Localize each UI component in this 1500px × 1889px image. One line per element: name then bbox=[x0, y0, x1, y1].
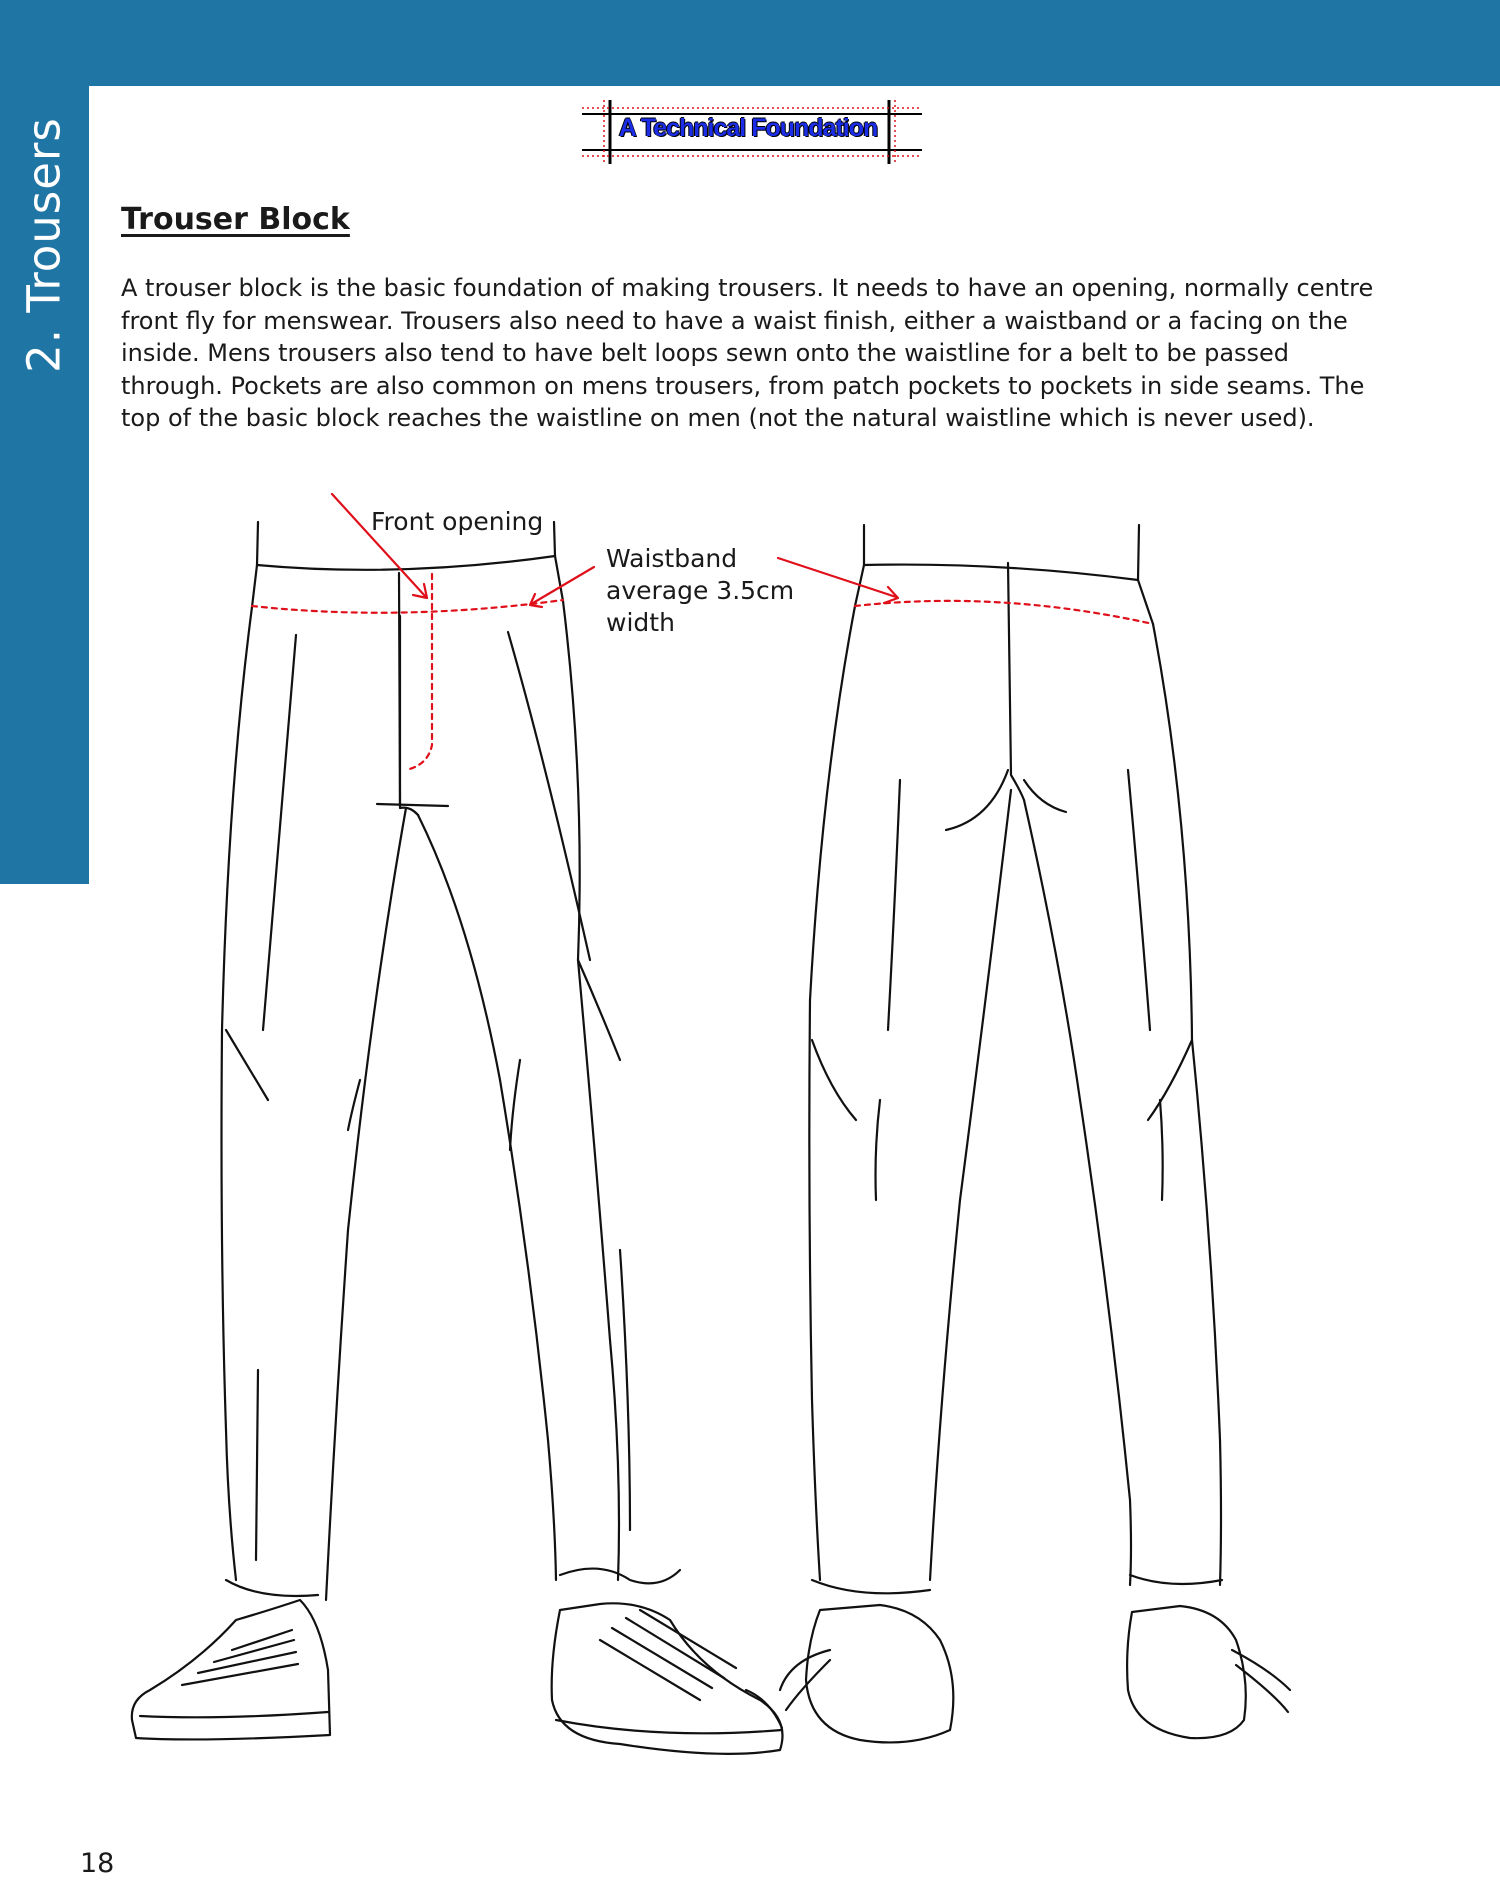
chapter-label: 2. Trousers bbox=[17, 117, 71, 373]
section-title: Trouser Block bbox=[121, 202, 350, 237]
front-view-trousers bbox=[132, 522, 783, 1754]
callout-front-opening: Front opening bbox=[371, 507, 544, 536]
callout-waistband: Waistband average 3.5cm width bbox=[606, 544, 795, 637]
back-view-trousers bbox=[780, 525, 1290, 1742]
intro-paragraph: A trouser block is the basic foundation of making trousers. It needs to have an opening, normally centre front fly for menswear. Trousers also need to have a waist finish, either a waistband or a facing on the inside. Mens trousers also tend to have belt loops sewn onto the waistline for a belt to be passed through. Pockets are also common on mens trousers, from patch pockets to pockets in side seams. The top of the basic block reaches the waistline on men (not the natural waistline which is never used). bbox=[121, 274, 1374, 432]
page-number: 18 bbox=[80, 1848, 115, 1879]
logo-text: A Technical Foundation bbox=[618, 114, 878, 142]
